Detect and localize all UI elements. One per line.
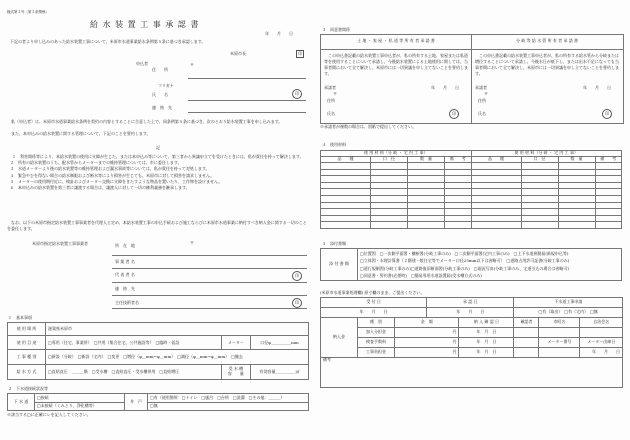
materials-cell[interactable]	[445, 215, 472, 222]
materials-cell[interactable]	[408, 202, 445, 209]
pay-yen[interactable]: 円	[395, 348, 459, 358]
materials-cell[interactable]	[408, 169, 445, 176]
office-note: (米原市水道事業処理欄) 原寸欄のまま、ご提出ください。	[320, 290, 425, 295]
materials-cell[interactable]	[445, 176, 472, 183]
contractor-address-line[interactable]	[112, 255, 307, 256]
materials-cell[interactable]	[595, 215, 622, 222]
materials-cell[interactable]	[321, 195, 371, 202]
pledge-item: ６ 本申込みの給水装置を第三者に譲渡する場合は、譲渡人に対して一切の権利義務を継承します。	[10, 184, 190, 190]
materials-cell[interactable]	[321, 202, 371, 209]
materials-cell[interactable]	[408, 189, 445, 196]
sewer-option[interactable]: □接続	[35, 394, 125, 403]
pay-checker[interactable]	[514, 338, 539, 348]
materials-cell[interactable]	[321, 215, 371, 222]
purpose-label: 使 用 目 途	[8, 336, 46, 350]
materials-cell[interactable]	[471, 222, 521, 229]
materials-cell[interactable]	[471, 163, 521, 170]
contractor-engineer-line[interactable]	[112, 308, 307, 309]
work-option[interactable]: □減径（φ＿mm→φ＿mm）	[177, 353, 228, 359]
pay-yen[interactable]: 円	[395, 338, 459, 348]
sewer-app-label: 下水道工事申請	[514, 298, 623, 308]
pledge-items	[10, 154, 308, 191]
pipe-owner-address: 住所	[478, 98, 486, 103]
well-label: 井 戸	[125, 394, 148, 411]
materials-cell[interactable]	[445, 163, 472, 170]
remarks-field[interactable]	[321, 358, 623, 388]
name-line[interactable]	[188, 100, 306, 101]
pledge-paragraph-1: 私（申込者）は、米原市水道事業給水条例を契約の内容とすることに合意した上で、同条例第５条に基づき、次のとおり給水装置工事を申し込みます。	[11, 119, 283, 124]
pay-date[interactable]: 年 月 日	[459, 328, 514, 338]
col-header: 品 種	[321, 157, 371, 163]
pledge-item: １ 利害関係等により、本給水装置の使用に支障が生じた、または本申込み等について、第三者から異議申立てを受けたときには、私が責任を持って解決します。	[12, 154, 304, 159]
materials-cell[interactable]	[558, 182, 595, 189]
meter-value[interactable]: 口径φ＿＿＿＿＿mm	[250, 336, 308, 350]
materials-cell[interactable]	[408, 209, 445, 216]
col-header: 品 種	[471, 157, 521, 163]
section5-title: ５ 添付書類	[322, 241, 346, 246]
supply-label: 給 水 方 式	[8, 364, 46, 379]
contractor-field-company: 事 業 者 名	[115, 259, 135, 264]
contact-line[interactable]	[188, 112, 306, 113]
landowner-heading: 土 地 ・ 家 屋 ・ 私 道 等 所 有 者 承 諾 書	[357, 38, 435, 43]
materials-cell[interactable]	[595, 209, 622, 216]
materials-cell[interactable]	[445, 195, 472, 202]
materials-cell[interactable]	[558, 176, 595, 183]
materials-cell[interactable]	[471, 202, 521, 209]
pay-type: 工事負担金	[358, 348, 395, 358]
landowner-postal: 〒	[333, 91, 337, 96]
materials-row	[321, 189, 622, 196]
materials-cell[interactable]	[408, 163, 445, 170]
work-label: 工 事 種 別	[8, 350, 46, 364]
form-number: 様式第３号（第２条関係）	[7, 10, 49, 14]
meter-issue-date[interactable]: 年 月 日	[580, 348, 623, 358]
postal-mark: 〒	[190, 62, 194, 67]
col-header: 備 考	[595, 157, 622, 163]
well-option[interactable]: □無	[148, 402, 309, 411]
materials-row	[321, 202, 622, 209]
pipe-owner-consenter: 承諾者	[475, 85, 487, 90]
remarks-label: 備考	[323, 357, 331, 362]
materials-cell[interactable]	[408, 215, 445, 222]
materials-cell[interactable]	[471, 169, 521, 176]
materials-cell[interactable]	[408, 182, 445, 189]
col-community: 自治会名	[580, 318, 623, 328]
materials-cell[interactable]	[521, 189, 558, 196]
issue-date: 年 月 日	[265, 31, 293, 36]
purpose-option[interactable]: □共用（集合住宅、公共施設等）	[93, 339, 152, 345]
pipe-owner-name: 氏名	[478, 111, 486, 116]
materials-cell[interactable]	[595, 182, 622, 189]
landowner-name: 氏名	[327, 111, 335, 116]
col-town: 市町名	[539, 318, 580, 328]
sewer-table	[7, 393, 309, 411]
materials-cell[interactable]	[371, 222, 408, 229]
materials-cell[interactable]	[471, 195, 521, 202]
contractor-field-engineer: 主任技術者名	[115, 300, 139, 305]
approved-date[interactable]: 年 月 日	[427, 308, 514, 318]
sewer-app-options[interactable]: □有（取出） □有（宅内） □無	[514, 308, 623, 318]
materials-cell[interactable]	[558, 169, 595, 176]
materials-cell[interactable]	[595, 169, 622, 176]
materials-cell[interactable]	[371, 195, 408, 202]
well-option[interactable]: □有（使用箇所：□トイレ □風呂 □台所 □洗濯 □その他：＿＿＿）	[148, 394, 309, 403]
materials-group-header: 使 用 材 料（分 岐 ・ 宅 内 工 事）	[471, 151, 622, 157]
delegation-text: なお、以下の米原市指定給水装置工事事業者を代理人と定め、本給水装置工事の申込手続および施工ならびに米原市水道事業に納付すべき納入金に関する一切のことを委任します。	[7, 220, 307, 231]
checkbox-note: ※該当する□に正確にレを記入してください。	[7, 412, 91, 417]
applicant-label: 申込者	[136, 61, 148, 66]
pay-yen[interactable]: 円	[395, 328, 459, 338]
materials-cell[interactable]	[321, 163, 371, 170]
materials-cell[interactable]	[595, 195, 622, 202]
page-title: 給 水 装 置 工 事 承 認 書	[90, 20, 200, 29]
materials-cell[interactable]	[521, 215, 558, 222]
pledge-paragraph-2: また、本申込みの給水装置に関する管理について、下記のことを誓約します。	[11, 131, 151, 136]
materials-cell[interactable]	[471, 182, 521, 189]
materials-cell[interactable]	[321, 169, 371, 176]
pay-checker[interactable]	[514, 328, 539, 338]
materials-cell[interactable]	[371, 163, 408, 170]
meter-number-label: メーター番号	[539, 338, 580, 348]
town-value[interactable]	[539, 328, 580, 338]
pledge-item: ３ 水道メーターより後の給水装置等の維持管理および漏水事故等については、私が責任を持って対処します。	[10, 166, 210, 172]
materials-cell[interactable]	[521, 222, 558, 229]
col-header: 数 量	[408, 157, 445, 163]
work-option[interactable]: □新設（分岐）	[48, 353, 74, 359]
pay-type: 加入分担金	[358, 328, 395, 338]
engineer-seal: 印	[292, 298, 302, 308]
work-option[interactable]: □変更	[107, 353, 120, 359]
landowner-date: 年 月 日	[431, 85, 459, 90]
received-date[interactable]: 年 月 日	[321, 308, 427, 318]
materials-cell[interactable]	[371, 169, 408, 176]
attachment-line[interactable]: □立体図・水理計算書（２階建一般住宅等でメーター口径25mm以下は省略可） □道路占用許可証書(分岐工事のみ)	[360, 258, 570, 264]
materials-cell[interactable]	[371, 202, 408, 209]
landowner-address: 住所	[327, 98, 335, 103]
materials-cell[interactable]	[521, 176, 558, 183]
work-option[interactable]: □撤去	[231, 353, 243, 359]
col-header: 数 量	[558, 157, 595, 163]
materials-cell[interactable]	[595, 163, 622, 170]
materials-row	[321, 169, 622, 176]
materials-row	[321, 176, 622, 183]
materials-row	[321, 195, 622, 202]
tank-label: 受 水 槽 容 量	[221, 364, 250, 379]
materials-cell[interactable]	[371, 182, 408, 189]
materials-cell[interactable]	[595, 222, 622, 229]
office-table	[320, 297, 623, 388]
ki-heading: 記	[156, 145, 160, 150]
contractor-company-line[interactable]	[112, 268, 307, 269]
materials-cell[interactable]	[558, 163, 595, 170]
purpose-option[interactable]: □臨時・仮設	[155, 339, 180, 345]
materials-cell[interactable]	[595, 189, 622, 196]
applicant-seal: 印	[292, 89, 302, 99]
materials-cell[interactable]	[558, 189, 595, 196]
materials-group-header: 使 用 材 料（分 岐 ・ 宅 内 工 事）	[321, 151, 472, 157]
materials-cell[interactable]	[558, 215, 595, 222]
materials-cell[interactable]	[445, 209, 472, 216]
pipe-owner-seal: 印	[602, 109, 612, 119]
attachment-line[interactable]: □位置図 □一次側平面図・横断図(分岐工事のみ) □二次側平面図(宅内工事のみ) □上下水道異動届(新規申込等)	[360, 251, 569, 257]
applicant-address-label: 住 所	[152, 67, 168, 72]
materials-cell[interactable]	[408, 222, 445, 229]
materials-cell[interactable]	[321, 182, 371, 189]
materials-cell[interactable]	[408, 176, 445, 183]
purpose-option[interactable]: □専用（住宅、事業所）	[48, 339, 90, 345]
pay-type: 検査手数料	[358, 338, 395, 348]
section2-title: ２ 下水道接続状況等	[8, 386, 48, 391]
pipe-owner-postal: 〒	[484, 91, 488, 96]
landowner-body: この申込書記載の給水装置工事申込者が、私の所有する土地、家屋または私道等を使用することについて承諾し、今後給水装置による土地使用に関しては、当事者間において全て解決し、米原市には一切異議を申し立てないことを誓約します。	[324, 53, 468, 76]
materials-cell[interactable]	[471, 176, 521, 183]
attachment-line[interactable]: □道行規制図(分岐工事のみ)□道路復旧断面図(分岐工事のみ) □現況写真(分岐工事のみ、宅道引込の場合は省略可)	[360, 265, 569, 271]
col-checker: 確認者	[514, 318, 539, 328]
materials-cell[interactable]	[445, 182, 472, 189]
applicant-name-label: 氏 名	[152, 92, 168, 97]
materials-row	[321, 215, 622, 222]
pipe-owner-body: この申込書記載の給水装置工事申込者が、私の所有する給水管から分岐または増径することについて承諾し、今後水圧が低下し、または出水不足になっても当事者間において全て解決し、米原市には一切異議を申し立てないことを誓約します。	[475, 53, 619, 76]
materials-cell[interactable]	[471, 209, 521, 216]
materials-cell[interactable]	[321, 209, 371, 216]
basic-info-table	[7, 322, 309, 380]
materials-row	[321, 163, 622, 170]
materials-cell[interactable]	[595, 202, 622, 209]
mayor-seal: 印	[298, 51, 302, 56]
materials-cell[interactable]	[445, 189, 472, 196]
materials-cell[interactable]	[445, 169, 472, 176]
supply-option[interactable]: □直結増圧	[159, 368, 180, 374]
supply-option[interactable]: □直結直圧 ＿＿＿階	[48, 368, 88, 374]
materials-cell[interactable]	[321, 222, 371, 229]
sewer-option[interactable]: □未接続（くみとり、浄化槽等）	[35, 402, 125, 411]
materials-cell[interactable]	[595, 176, 622, 183]
attachment-line[interactable]: □同意書・誓約書(必要時) □簡易専用水道設置届(受水槽方式のみ)	[360, 272, 482, 278]
consent-box	[320, 34, 624, 124]
materials-cell[interactable]	[371, 189, 408, 196]
applicant-contact-label: 連 絡 先	[152, 105, 172, 110]
meter-number-value[interactable]	[539, 348, 580, 358]
materials-cell[interactable]	[445, 202, 472, 209]
received-label: 受 付 日	[321, 298, 427, 308]
contractor-field-rep: 代 表 者 名	[115, 272, 135, 277]
work-option[interactable]: □増径（φ＿mm→φ＿mm）	[123, 353, 174, 359]
payment-label: 納入金	[321, 318, 358, 358]
col-type: 種 別	[358, 318, 395, 328]
location-label: 使 用 場 所	[8, 323, 46, 336]
materials-cell[interactable]	[558, 202, 595, 209]
pay-date[interactable]: 年 月 日	[459, 348, 514, 358]
contractor-field-address: 所 在 地	[115, 243, 135, 248]
materials-row	[321, 182, 622, 189]
materials-cell[interactable]	[371, 215, 408, 222]
materials-table	[320, 150, 622, 229]
landowner-consenter: 承諾者	[324, 85, 336, 90]
materials-cell[interactable]	[371, 176, 408, 183]
supply-option[interactable]: □受水槽	[91, 368, 108, 374]
community-value[interactable]	[580, 328, 623, 338]
materials-row	[321, 222, 622, 229]
materials-cell[interactable]	[521, 202, 558, 209]
materials-cell[interactable]	[558, 209, 595, 216]
contractor-label: 米原市指定給水装置工事事業者	[32, 241, 88, 246]
sewer-label: 下 水 道	[8, 394, 35, 411]
materials-cell[interactable]	[558, 222, 595, 229]
location-value[interactable]: 滋賀県米原市	[46, 323, 309, 336]
address-line[interactable]	[188, 78, 306, 79]
materials-cell[interactable]	[471, 215, 521, 222]
materials-cell[interactable]	[521, 195, 558, 202]
materials-cell[interactable]	[445, 222, 472, 229]
materials-cell[interactable]	[558, 195, 595, 202]
tank-value[interactable]: 有効容量＿＿＿＿＿㎥	[250, 364, 308, 379]
materials-cell[interactable]	[321, 176, 371, 183]
meter-label: メーター	[221, 336, 250, 350]
pledge-item: ２ 所有の給水装置のうち、配水管からメーターまでの維持管理については、市に委任します。	[10, 160, 182, 166]
pipe-owner-heading: 分 岐 等 給 水 管 所 有 者 承 諾 書	[516, 38, 578, 43]
materials-cell[interactable]	[521, 163, 558, 170]
pay-checker[interactable]	[514, 348, 539, 358]
col-pay-date: 納 入 確 認 日	[459, 318, 514, 328]
materials-cell[interactable]	[371, 209, 408, 216]
supply-option[interactable]: □直結直圧・受水槽併用	[111, 368, 156, 374]
meter-issue-label: メーター出庫日	[580, 338, 623, 348]
col-amount: 金 額	[395, 318, 459, 328]
mayor-label: 米原市長	[230, 51, 246, 56]
contractor-postal: 〒	[190, 240, 194, 245]
contractor-rep-line[interactable]	[112, 282, 307, 283]
work-option[interactable]: □新設（宅内）	[77, 353, 104, 359]
rep-seal: 印	[292, 271, 302, 281]
materials-cell[interactable]	[521, 182, 558, 189]
approval-text: 下記の者より申し込みのあった給水装置工事について、米原市水道事業給水条例第５条に基づき承認します。	[10, 39, 206, 44]
section3-title: ３ 同意書関係	[322, 27, 350, 32]
attachments-label: 添 付 書 類	[321, 249, 358, 281]
col-header: 口 径	[521, 157, 558, 163]
materials-cell[interactable]	[471, 189, 521, 196]
materials-cell[interactable]	[521, 209, 558, 216]
section4-title: ４ 使用材料	[322, 142, 346, 147]
landowner-seal: 印	[449, 109, 459, 119]
pledge-item: ４ 緊急やむを得ない場合の給水制限および断水等により損害が生じても、米原市に対して損害を請求しません。	[10, 172, 215, 178]
contractor-field-contact: 連 絡 先	[115, 286, 135, 291]
contractor-contact-line[interactable]	[112, 295, 307, 296]
pledge-item: ５ メーターの使用期付近に、検針およびメーター交換に支障をきたすような物品を置いたり、工作物を設けません。	[10, 178, 223, 184]
approved-label: 承 認 日	[427, 298, 514, 308]
col-header: 備 考	[445, 157, 472, 163]
col-header: 口 径	[371, 157, 408, 163]
furigana-label: フリガナ	[158, 83, 174, 88]
materials-cell[interactable]	[521, 169, 558, 176]
pay-date[interactable]: 年 月 日	[459, 338, 514, 348]
section1-title: １ 基本事項	[8, 315, 32, 320]
materials-cell[interactable]	[321, 189, 371, 196]
materials-row	[321, 209, 622, 216]
consent-note: ※承諾者が複数の場合は、別紙で提出してください。	[320, 124, 416, 129]
materials-cell[interactable]	[408, 195, 445, 202]
pipe-owner-date: 年 月 日	[583, 85, 611, 90]
attachments-table	[320, 248, 622, 281]
